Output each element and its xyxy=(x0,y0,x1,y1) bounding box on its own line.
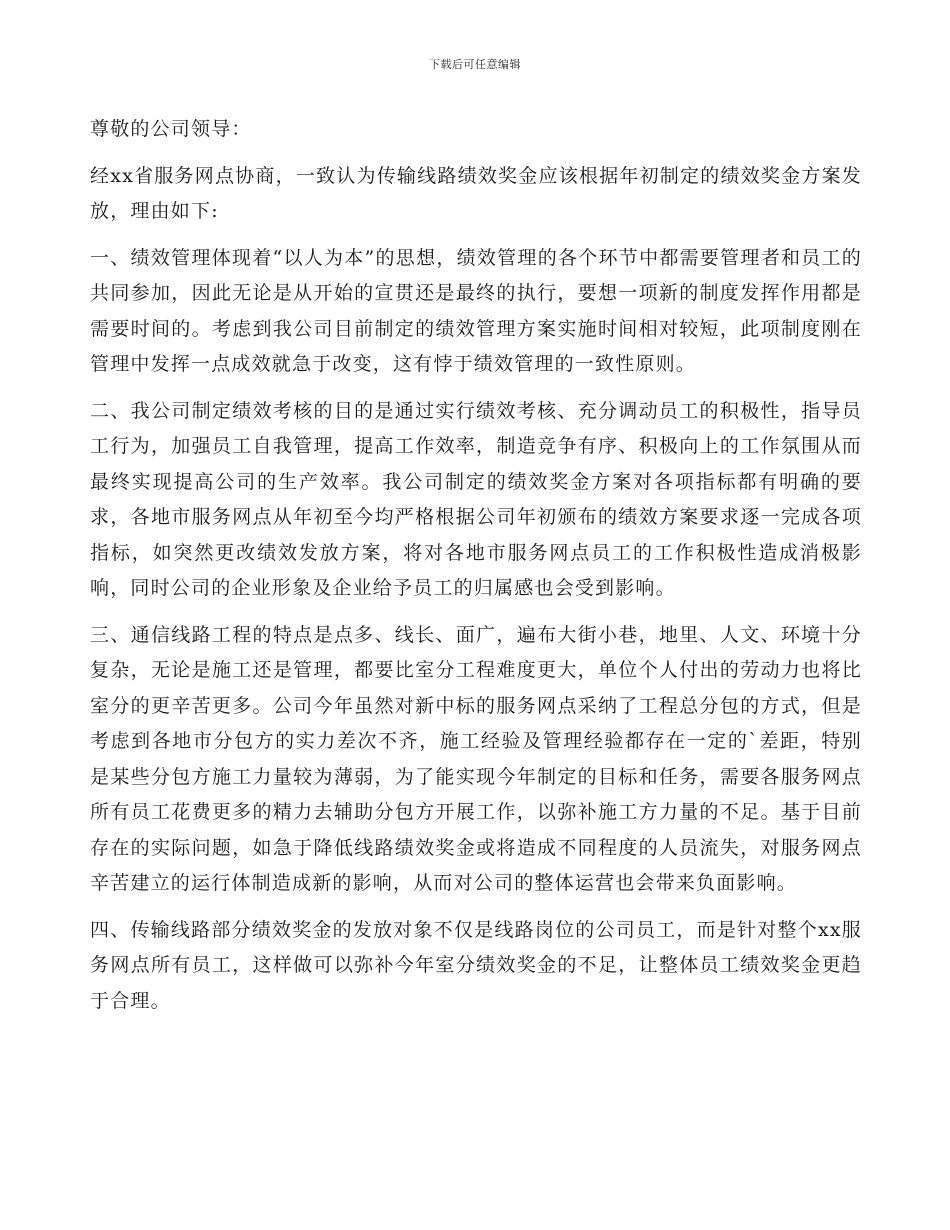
letter-salutation: 尊敬的公司领导： xyxy=(90,118,252,140)
letter-body xyxy=(90,112,862,1030)
paragraph-intro: 经xx省服务网点协商，一致认为传输线路绩效奖金应该根据年初制定的绩效奖金方案发放，理由如下: xyxy=(90,164,862,222)
paragraph-point-three: 三、通信线路工程的特点是点多、线长、面广，遍布大街小巷，地里、人文、环境十分复杂，无论是施工还是管理，都要比室分工程难度更大，单位个人付出的劳动力也将比室分的更辛苦更多。公司今年虽然对新中标的服务网点采纳了工程总分包的方式，但是考虑到各地市分包方的实力差次不齐，施工经验及管理经验都存在一定的`差距，特别是某些分包方施工力量较为薄弱，为了能实现今年制定的目标和任务，需要各服务网点所有员工花费更多的精力去辅助分包方开展工作，以弥补施工方力量的不足。基于目前存在的实际问题，如急于降低线路绩效奖金或将造成不同程度的人员流失，对服务网点辛苦建立的运行体制造成新的影响，从而对公司的整体运营也会带来负面影响。 xyxy=(90,623,862,894)
paragraph-point-two: 二、我公司制定绩效考核的目的是通过实行绩效考核、充分调动员工的积极性，指导员工行为，加强员工自我管理，提高工作效率，制造竞争有序、积极向上的工作氛围从而最终实现提高公司的生产效率。我公司制定的绩效奖金方案对各项指标都有明确的要求，各地市服务网点从年初至今均严格根据公司年初颁布的绩效方案要求逐一完成各项指标，如突然更改绩效发放方案，将对各地市服务网点员工的工作积极性造成消极影响，同时公司的企业形象及企业给予员工的归属感也会受到影响。 xyxy=(90,399,862,599)
page-header: 下载后可任意编辑 xyxy=(429,58,521,71)
paragraph-point-four: 四、传输线路部分绩效奖金的发放对象不仅是线路岗位的公司员工，而是针对整个xx服务网点所有员工，这样做可以弥补今年室分绩效奖金的不足，让整体员工绩效奖金更趋于合理。 xyxy=(90,918,862,1012)
paragraph-point-one: 一、绩效管理体现着“以人为本”的思想，绩效管理的各个环节中都需要管理者和员工的共同参加，因此无论是从开始的宣贯还是最终的执行，要想一项新的制度发挥作用都是需要时间的。考虑到我公司目前制定的绩效管理方案实施时间相对较短，此项制度刚在管理中发挥一点成效就急于改变，这有悖于绩效管理的一致性原则。 xyxy=(90,246,862,375)
